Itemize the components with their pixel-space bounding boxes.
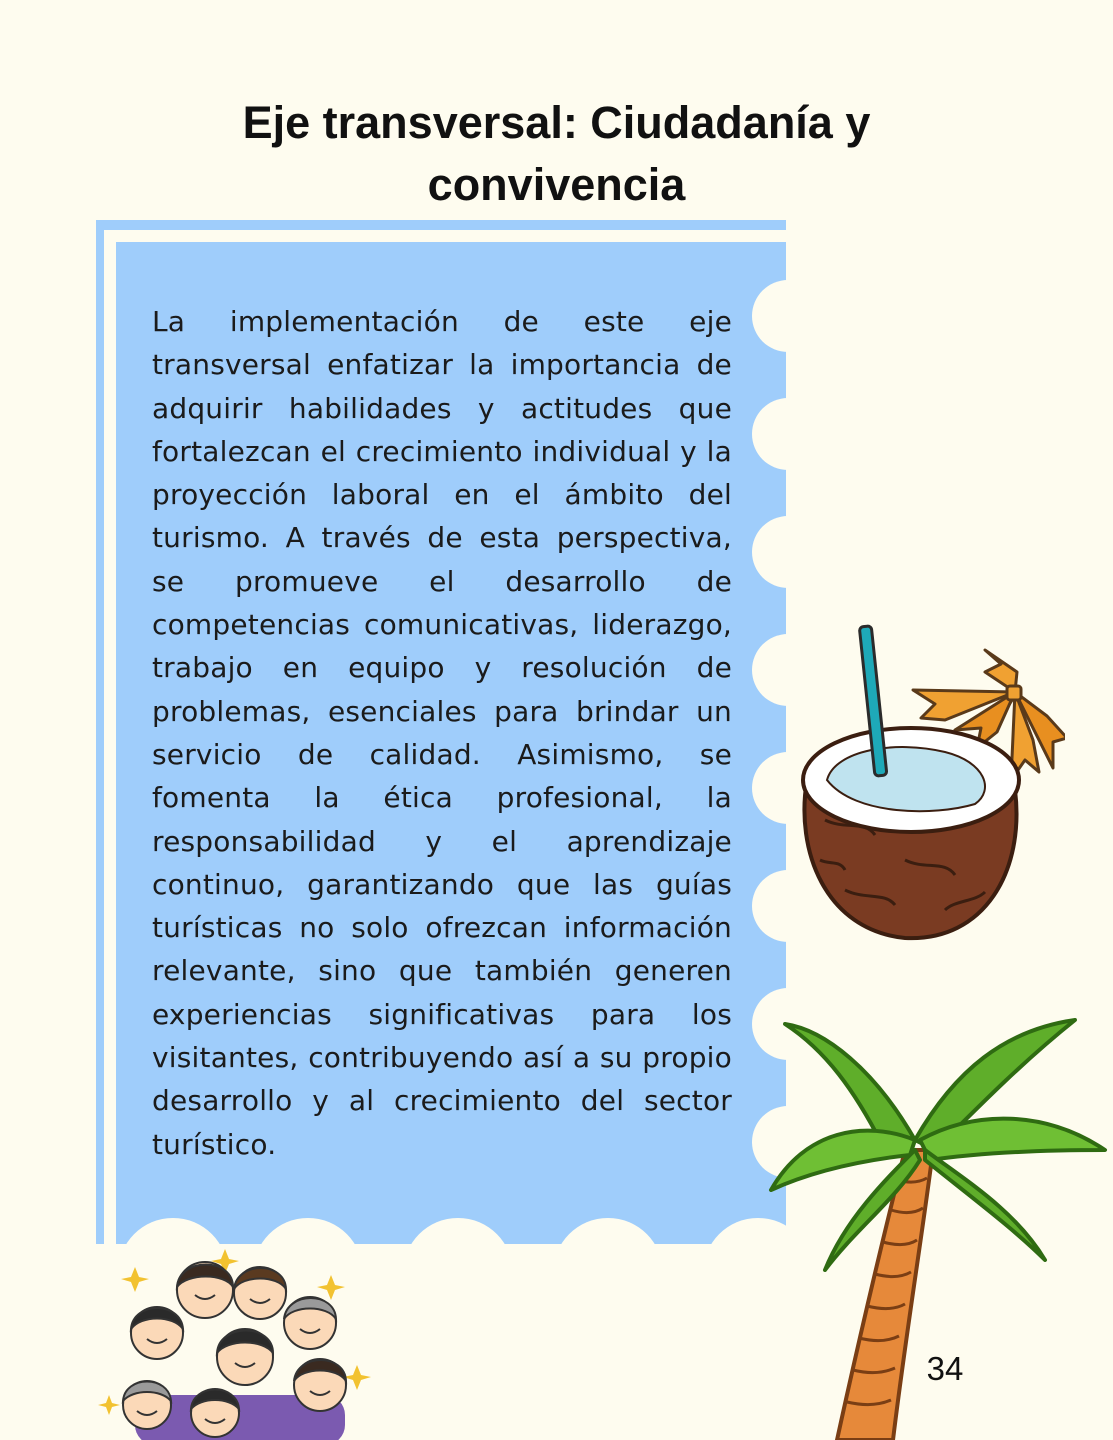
panel-scallop: [403, 1218, 513, 1328]
panel-scallop: [752, 398, 824, 470]
page-number: 34: [926, 1350, 964, 1387]
page-title: Eje transversal: Ciudadanía y convivencia: [242, 97, 871, 210]
panel-scallop: [553, 1218, 663, 1328]
body-paragraph: La implementación de este eje transversal enfatizar la importancia de adquirir habilidades y actitudes que fortalezcan el crecimiento individual y la proyección laboral en el ámbito del turismo. A través de esta perspectiva, se promueve el desarrollo de competencias comunicativas, liderazgo, trabajo en equipo y resolución de problemas, esenciales para brindar un servicio de calidad. Asimismo, se fomenta la ética profesional, la responsabilidad y el aprendizaje continuo, garantizando que las guías turísticas no solo ofrezcan información relevante, sino que también generen experiencias significativas para los visitantes, contribuyendo así a su propio desarrollo y al crecimiento del sector turístico.: [152, 305, 732, 1161]
cheering-group-icon: [95, 1245, 380, 1440]
panel-scallop: [752, 516, 824, 588]
panel-scallop: [752, 280, 824, 352]
coconut-drink-icon: [785, 620, 1065, 950]
